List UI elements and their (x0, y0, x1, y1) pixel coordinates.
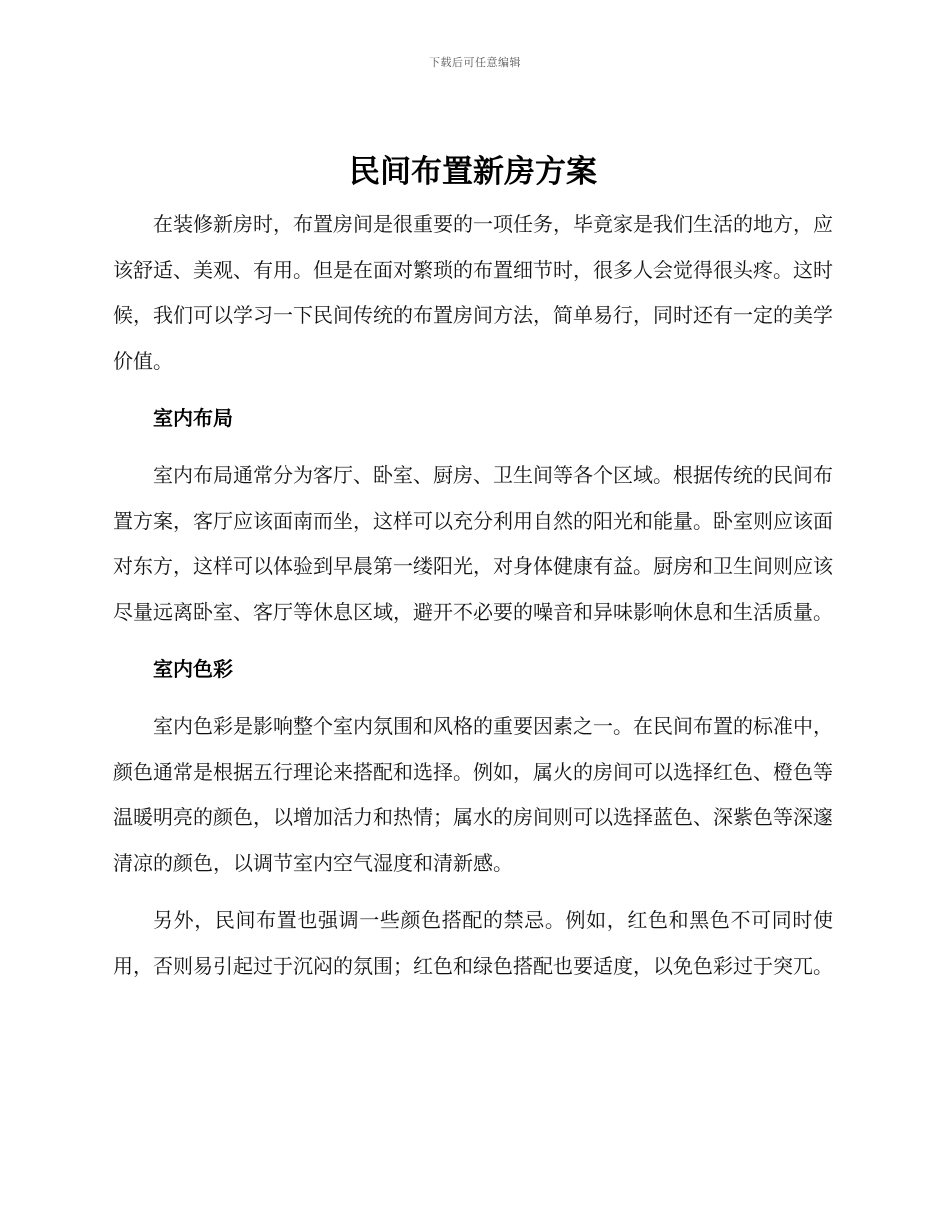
spacer (113, 441, 833, 453)
section-heading-color: 室内色彩 (153, 657, 233, 681)
spacer (113, 384, 833, 396)
color-paragraph-1: 室内色彩是影响整个室内氛围和风格的重要因素之一。在民间布置的标准中，颜色通常是根据五行理论来搭配和选择。例如，属火的房间可以选择红色、橙色等温暖明亮的颜色，以增加活力和热情；属水的房间则可以选择蓝色、深紫色等深邃清凉的颜色，以调节室内空气湿度和清新感。 (113, 714, 833, 875)
section-heading-layout: 室内布局 (153, 406, 233, 430)
document-title: 民间布置新房方案 (349, 154, 597, 190)
layout-paragraph: 室内布局通常分为客厅、卧室、厨房、卫生间等各个区域。根据传统的民间布置方案，客厅应该面南而坐，这样可以充分利用自然的阳光和能量。卧室则应该面对东方，这样可以体验到早晨第一缕阳光，对身体健康有益。厨房和卫生间则应该尽量远离卧室、客厅等休息区域，避开不必要的噪音和异味影响休息和生活质量。 (113, 463, 833, 624)
header-note: 下载后可任意编辑 (429, 56, 521, 69)
spacer (113, 886, 833, 898)
spacer (113, 635, 833, 647)
spacer (113, 194, 833, 202)
document-body (113, 150, 833, 989)
intro-paragraph: 在装修新房时，布置房间是很重要的一项任务，毕竟家是我们生活的地方，应该舒适、美观、有用。但是在面对繁琐的布置细节时，很多人会觉得很头疼。这时候，我们可以学习一下民间传统的布置房间方法，简单易行，同时还有一定的美学价值。 (113, 212, 833, 373)
spacer (113, 692, 833, 704)
color-paragraph-2: 另外，民间布置也强调一些颜色搭配的禁忌。例如，红色和黑色不可同时使用，否则易引起过于沉闷的氛围；红色和绿色搭配也要适度，以免色彩过于突兀。 (113, 908, 833, 978)
